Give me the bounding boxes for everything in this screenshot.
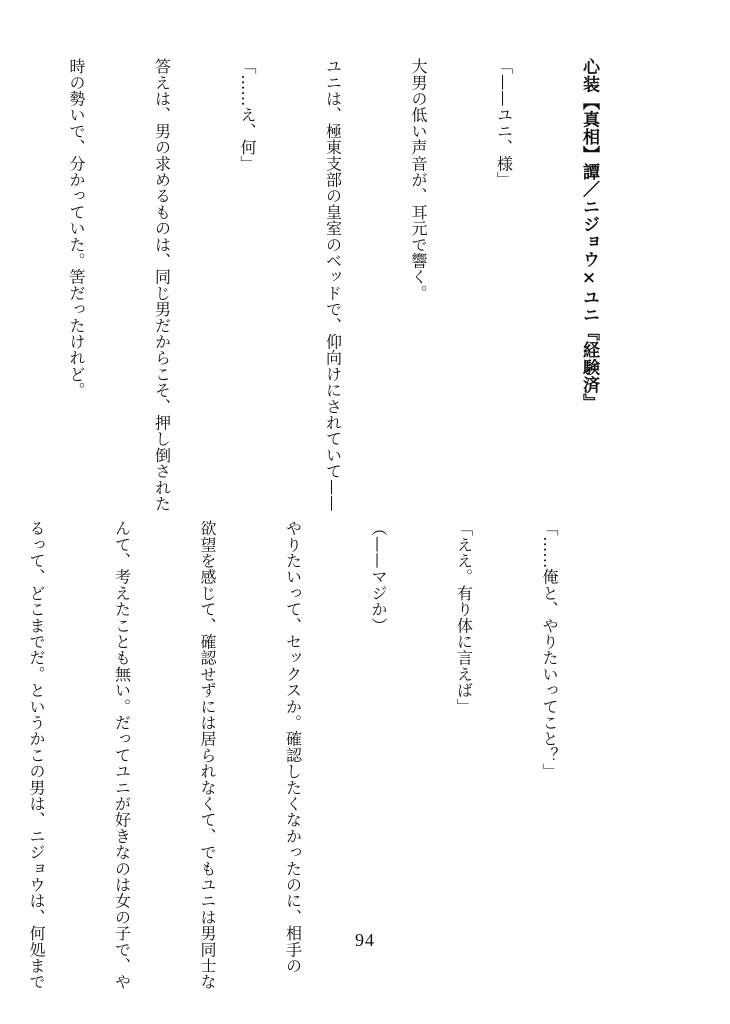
text-line: 「……え、何」 [238,58,257,172]
text-line: （——マジか） [369,520,388,634]
upper-text-block [67,58,660,512]
text-line: 「……俺と、やりたいってこと？」 [540,520,559,780]
page-number: 94 [355,930,375,950]
text-line: やりたいって、セックスか。確認したくなかったのに、相手の [283,520,303,974]
text-line: ユニは、極東支部の皇室のベッドで、仰向けにされていて—— [323,58,343,512]
text-line: 「ええ。有り体に言えば」 [454,520,474,715]
text-line: んて、考えたことも無い。だってユニが好きなのは女の子で、や [112,520,132,990]
chapter-title: 心装【真相】譚／ニジョウ×ユニ『経験済』 [579,58,599,411]
text-line: 「——ユニ、様」 [494,58,514,188]
text-line: るって、どこまでだ。というかこの男は、ニジョウは、何処まで [27,520,46,990]
text-line: 答えは、男の求めるものは、同じ男だからこそ、押し倒された [152,58,172,512]
text-line: 時の勢いで、分かっていた。筈だったけれど。 [67,58,86,399]
text-line: 大男の低い声音が、耳元で響く。 [409,58,428,301]
text-line [0,58,5,463]
text-line: 欲望を感じて、確認せずには居られなくて、でもユニは男同士な [198,520,217,990]
